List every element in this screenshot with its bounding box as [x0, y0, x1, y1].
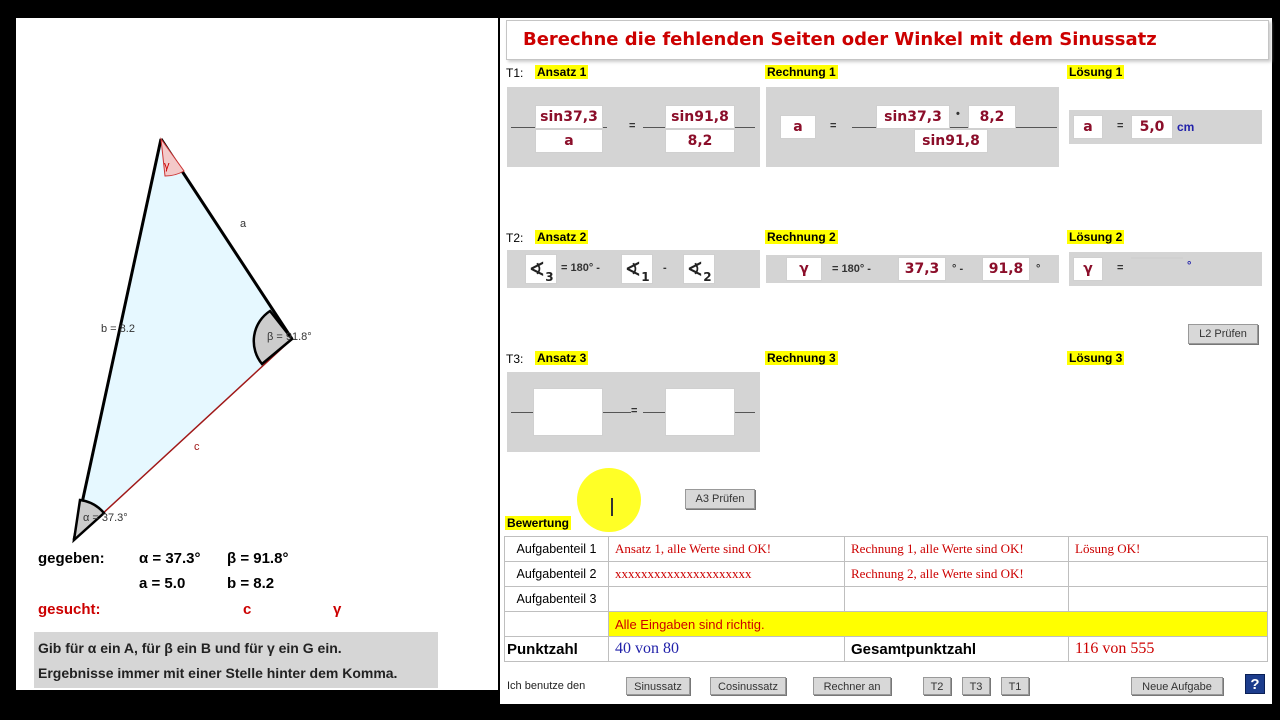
sought-label: gesucht: [38, 601, 101, 618]
t1-loesung-var-input[interactable]: a [1073, 115, 1103, 139]
punktzahl-label: Punktzahl [505, 637, 609, 662]
triangle-panel [16, 18, 498, 690]
t3-label: T3: [506, 352, 524, 366]
t2-loesung-panel [1069, 252, 1262, 286]
t2-rechnung-v1-input[interactable]: 37,3 [898, 257, 946, 281]
t1-rechnung-panel [766, 87, 1059, 167]
help-icon[interactable]: ? [1245, 674, 1265, 694]
cursor-highlight [577, 468, 641, 532]
t3-button[interactable]: T3 [962, 677, 990, 695]
t3-ansatz-right-input[interactable] [665, 388, 735, 436]
punktzahl-value: 40 von 80 [609, 637, 845, 662]
loesung-result [1069, 587, 1268, 612]
ansatz-result: Ansatz 1, alle Werte sind OK! [609, 537, 845, 562]
gesamtpunktzahl-value: 116 von 555 [1069, 637, 1268, 662]
ansatz-result [609, 587, 845, 612]
unit-label: cm [1177, 120, 1195, 134]
empty-cell [505, 612, 609, 637]
rechnung-result [845, 587, 1069, 612]
angle-2-input[interactable] [683, 254, 715, 284]
given-alpha: α = 37.3° [139, 550, 201, 567]
gesamtpunktzahl-label: Gesamtpunktzahl [845, 637, 1069, 662]
sinussatz-button[interactable]: Sinussatz [626, 677, 690, 695]
equals-sign: = [1117, 262, 1124, 274]
t1-rechnung-heading: Rechnung 1 [767, 65, 836, 79]
t2-rechnung-panel [766, 255, 1059, 283]
table-row [505, 537, 1268, 562]
t1-ansatz-panel [507, 87, 760, 167]
a3-check-button[interactable]: A3 Prüfen [685, 489, 755, 509]
equals-sign: = [1117, 120, 1124, 132]
rechnung-result: Rechnung 1, alle Werte sind OK! [845, 537, 1069, 562]
row-label: Aufgabenteil 1 [505, 537, 609, 562]
side-b-label: b = 8.2 [101, 323, 135, 335]
sought-gamma: γ [333, 601, 342, 618]
title-box [506, 20, 1269, 60]
side-a-label: a [240, 218, 247, 230]
evaluation-table [504, 536, 1268, 662]
subscript-3: 3 [545, 270, 554, 284]
t2-ansatz-heading: Ansatz 2 [537, 230, 587, 244]
t2-rechnung-v2-input[interactable]: 91,8 [982, 257, 1030, 281]
angle-3-input[interactable] [525, 254, 557, 284]
t1-ansatz-den-input[interactable]: a [535, 129, 603, 153]
hint-line-1: Gib für α ein A, für β ein B und für γ ein G ein. [38, 640, 342, 656]
t1-rechnung-var-input[interactable]: a [780, 115, 816, 139]
t3-ansatz-panel [507, 372, 760, 452]
t2-label: T2: [506, 231, 524, 245]
t1-ansatz-heading: Ansatz 1 [537, 65, 587, 79]
table-row [505, 562, 1268, 587]
hint-line-2: Ergebnisse immer mit einer Stelle hinter dem Komma. [38, 665, 398, 681]
angle-1-input[interactable] [621, 254, 653, 284]
t1-loesung-panel [1069, 110, 1262, 144]
t1-label: T1: [506, 66, 524, 80]
subscript-1: 1 [641, 270, 650, 284]
new-task-button[interactable]: Neue Aufgabe [1131, 677, 1223, 695]
equals-sign: = [631, 405, 638, 417]
t2-ansatz-panel [507, 250, 760, 288]
t2-loesung-value-input[interactable] [1131, 257, 1183, 259]
t1-rechnung-num2-input[interactable]: 8,2 [968, 105, 1016, 129]
bewertung-heading: Bewertung [507, 516, 570, 530]
t3-rechnung-heading: Rechnung 3 [767, 351, 836, 365]
subscript-2: 2 [703, 270, 712, 284]
beta-label: β = 91.8° [267, 331, 312, 343]
page-title: Berechne die fehlenden Seiten oder Winkel mit dem Sinussatz [523, 29, 1157, 50]
loesung-result: Lösung OK! [1069, 537, 1268, 562]
t1-ansatz-num2-input[interactable]: sin91,8 [665, 105, 735, 129]
given-label: gegeben: [38, 550, 105, 567]
angle-symbol: ∢ [624, 257, 642, 281]
text-cursor-icon [611, 498, 613, 516]
deg-minus-label: ° - [952, 263, 964, 275]
deg-label: ° [1187, 260, 1192, 272]
footer-label: Ich benutze den [507, 680, 586, 692]
t2-rechnung-heading: Rechnung 2 [767, 230, 836, 244]
triangle-diagram [16, 18, 498, 548]
status-message: Alle Eingaben sind richtig. [609, 612, 1268, 637]
equals-sign: = [830, 120, 837, 132]
eq-180-label: = 180° - [561, 262, 600, 274]
t1-ansatz-den2-input[interactable]: 8,2 [665, 129, 735, 153]
given-a: a = 5.0 [139, 575, 186, 592]
row-label: Aufgabenteil 3 [505, 587, 609, 612]
t3-ansatz-heading: Ansatz 3 [537, 351, 587, 365]
given-b: b = 8.2 [227, 575, 275, 592]
t2-rechnung-var-input[interactable]: γ [786, 257, 822, 281]
t1-ansatz-num-input[interactable]: sin37,3 [535, 105, 603, 129]
t2-button[interactable]: T2 [923, 677, 951, 695]
l2-check-button[interactable]: L2 Prüfen [1188, 324, 1258, 344]
alpha-label: α = 37.3° [83, 512, 128, 524]
t3-loesung-heading: Lösung 3 [1069, 351, 1123, 365]
table-row [505, 637, 1268, 662]
row-label: Aufgabenteil 2 [505, 562, 609, 587]
rechnung-result: Rechnung 2, alle Werte sind OK! [845, 562, 1069, 587]
minus-sign: - [663, 262, 667, 274]
multiply-sign: • [956, 108, 960, 120]
table-row [505, 612, 1268, 637]
t2-loesung-var-input[interactable]: γ [1073, 257, 1103, 281]
sought-c: c [243, 601, 252, 618]
rechner-button[interactable]: Rechner an [813, 677, 891, 695]
exercise-panel [500, 18, 1272, 704]
loesung-result [1069, 562, 1268, 587]
eq-180-label: = 180° - [832, 263, 871, 275]
cosinussatz-button[interactable]: Cosinussatz [710, 677, 786, 695]
given-beta: β = 91.8° [227, 550, 289, 567]
equals-sign: = [629, 120, 636, 132]
hint-box [34, 632, 438, 688]
side-c-label: c [194, 441, 200, 453]
ansatz-result: xxxxxxxxxxxxxxxxxxxxx [609, 562, 845, 587]
angle-symbol: ∢ [686, 257, 704, 281]
t3-ansatz-left-input[interactable] [533, 388, 603, 436]
gamma-label: γ [164, 160, 170, 172]
t1-button[interactable]: T1 [1001, 677, 1029, 695]
deg-label: ° [1036, 263, 1041, 275]
t2-loesung-heading: Lösung 2 [1069, 230, 1123, 244]
table-row [505, 587, 1268, 612]
t1-loesung-heading: Lösung 1 [1069, 65, 1123, 79]
t1-rechnung-num1-input[interactable]: sin37,3 [876, 105, 950, 129]
t1-rechnung-den-input[interactable]: sin91,8 [914, 129, 988, 153]
angle-symbol: ∢ [528, 257, 546, 281]
t1-loesung-value-input[interactable]: 5,0 [1131, 115, 1173, 139]
